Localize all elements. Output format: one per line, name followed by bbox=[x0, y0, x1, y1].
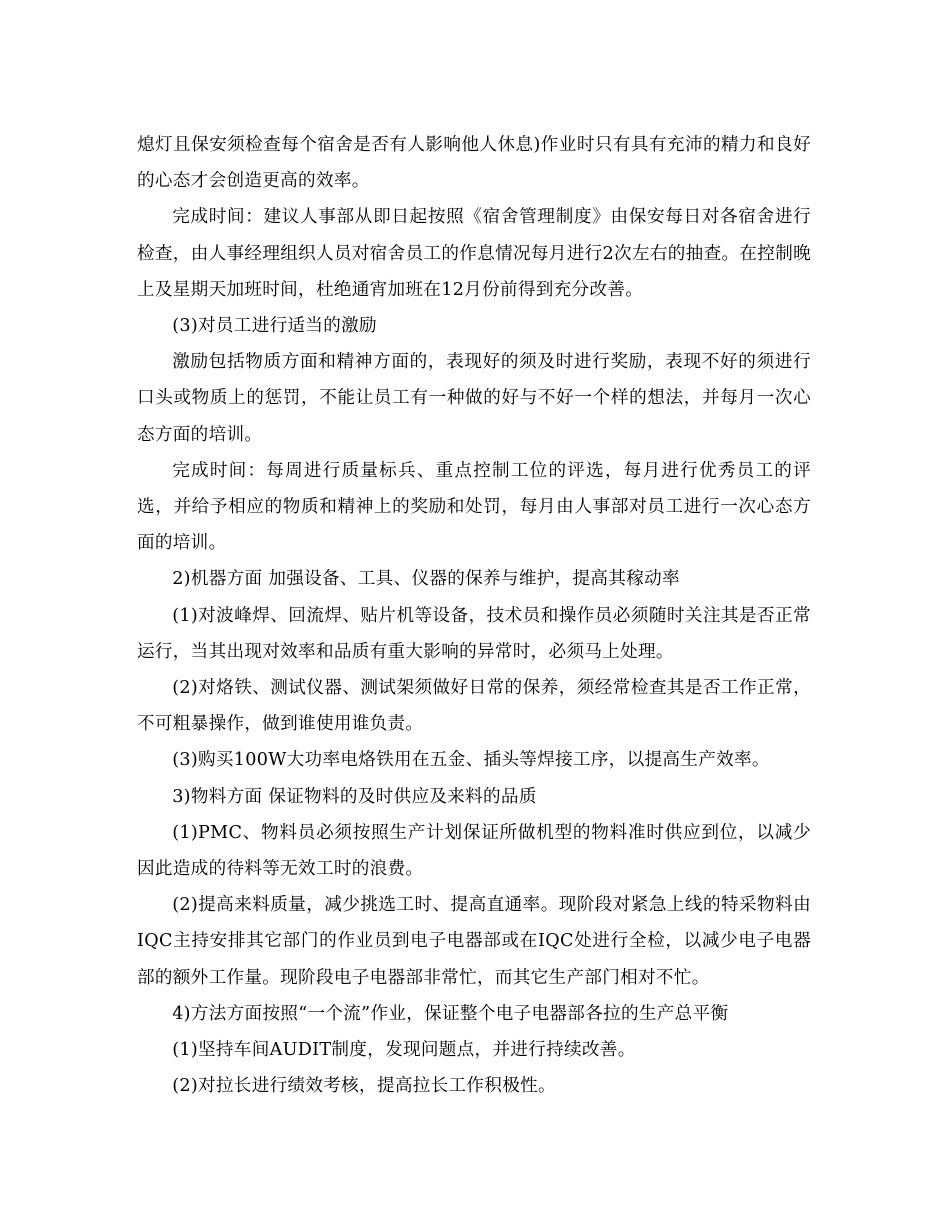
paragraph-method-item-1: (1)坚持车间AUDIT制度，发现问题点，并进行持续改善。 bbox=[172, 1040, 636, 1061]
document-body bbox=[137, 127, 811, 1104]
paragraph-machine-item-2: (2)对烙铁、测试仪器、测试架须做好日常的保养，须经常检查其是否工作正常，不可粗暴操作，做到谁使用谁负责。 bbox=[137, 678, 811, 735]
paragraph-continuation: 熄灯且保安须检查每个宿舍是否有人影响他人休息)作业时只有具有充沛的精力和良好的心态才会创造更高的效率。 bbox=[137, 135, 811, 192]
paragraph-material-item-2: (2)提高来料质量，减少挑选工时、提高直通率。现阶段对紧急上线的特采物料由IQC主持安排其它部门的作业员到电子电器部或在IQC处进行全检，以减少电子电器部的额外工作量。现阶段电子电器部非常忙，而其它生产部门相对不忙。 bbox=[137, 895, 811, 988]
paragraph-heading-incentive: (3)对员工进行适当的激励 bbox=[172, 316, 377, 337]
paragraph-machine-item-3: (3)购买100W大功率电烙铁用在五金、插头等焊接工序，以提高生产效率。 bbox=[172, 750, 770, 771]
paragraph-method-item-2: (2)对拉长进行绩效考核，提高拉长工作积极性。 bbox=[172, 1076, 556, 1097]
paragraph-heading-material: 3)物料方面 保证物料的及时供应及来料的品质 bbox=[172, 786, 537, 807]
paragraph-completion-time-dorm: 完成时间：建议人事部从即日起按照《宿舍管理制度》由保安每日对各宿舍进行检查，由人事经理组织人员对宿舍员工的作息情况每月进行2次左右的抽查。在控制晚上及星期天加班时间，杜绝通宵加班在12月份前得到充分改善。 bbox=[137, 207, 811, 300]
paragraph-machine-item-1: (1)对波峰焊、回流焊、贴片机等设备，技术员和操作员必须随时关注其是否正常运行，当其出现对效率和品质有重大影响的异常时，必须马上处理。 bbox=[137, 605, 811, 662]
paragraph-heading-machine: 2)机器方面 加强设备、工具、仪器的保养与维护，提高其稼动率 bbox=[172, 569, 680, 590]
paragraph-incentive-body: 激励包括物质方面和精神方面的，表现好的须及时进行奖励，表现不好的须进行口头或物质上的惩罚，不能让员工有一种做的好与不好一个样的想法，并每月一次心态方面的培训。 bbox=[137, 352, 811, 445]
paragraph-completion-time-evaluation: 完成时间：每周进行质量标兵、重点控制工位的评选，每月进行优秀员工的评选，并给予相应的物质和精神上的奖励和处罚，每月由人事部对员工进行一次心态方面的培训。 bbox=[137, 460, 811, 554]
paragraph-heading-method: 4)方法方面按照“一个流”作业，保证整个电子电器部各拉的生产总平衡 bbox=[172, 1003, 729, 1024]
paragraph-material-item-1: (1)PMC、物料员必须按照生产计划保证所做机型的物料准时供应到位，以减少因此造成的待料等无效工时的浪费。 bbox=[137, 822, 811, 880]
